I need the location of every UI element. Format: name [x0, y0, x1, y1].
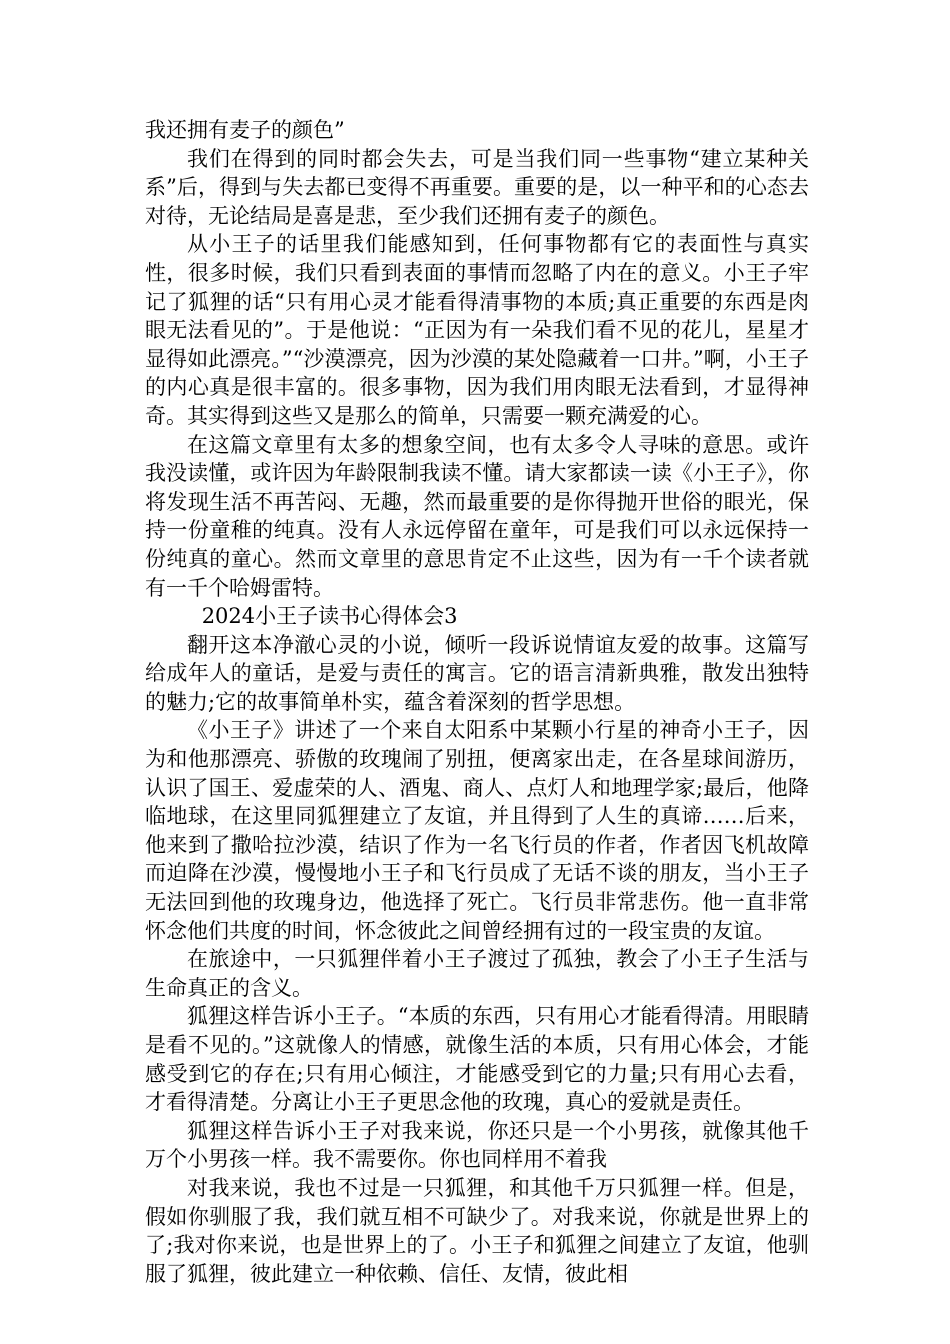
paragraph-continuation: 我还拥有麦子的颜色” [145, 118, 345, 142]
paragraph: 狐狸这样告诉小王子对我来说，你还只是一个小男孩，就像其他千万个小男孩一样。我不需要你。你也同样用不着我 [145, 1118, 809, 1172]
paragraph: 从小王子的话里我们能感知到，任何事物都有它的表面性与真实性，很多时候，我们只看到表面的事情而忽略了内在的意义。小王子牢记了狐狸的话“只有用心灵才能看得清事物的本质;真正重要的东西是肉眼无法看见的”。于是他说：“正因为有一朵我们看不见的花儿，星星才显得如此漂亮。”“沙漠漂亮，因为沙漠的某处隐藏着一口井。”啊，小王子的内心真是很丰富的。很多事物，因为我们用肉眼无法看到，才显得神奇。其实得到这些又是那么的简单，只需要一颗充满爱的心。 [145, 232, 809, 428]
section-heading: 2024小王子读书心得体会3 [201, 604, 458, 629]
paragraph: 翻开这本净澈心灵的小说，倾听一段诉说情谊友爱的故事。这篇写给成年人的童话，是爱与责任的寓言。它的语言清新典雅，散发出独特的魅力;它的故事简单朴实，蕴含着深刻的哲学思想。 [145, 632, 809, 714]
paragraph: 狐狸这样告诉小王子。“本质的东西，只有用心才能看得清。用眼睛是看不见的。”这就像人的情感，就像生活的本质，只有用心体会，才能感受到它的存在;只有用心倾注，才能感受到它的力量;只有用心去看，才看得清楚。分离让小王子更思念他的玫瑰，真心的爱就是责任。 [145, 1004, 809, 1115]
paragraph: 在旅途中，一只狐狸伴着小王子渡过了孤独，教会了小王子生活与生命真正的含义。 [145, 947, 809, 1000]
paragraph: 《小王子》讲述了一个来自太阳系中某颗小行星的神奇小王子，因为和他那漂亮、骄傲的玫瑰闹了别扭，便离家出走，在各星球间游历，认识了国王、爱虚荣的人、酒鬼、商人、点灯人和地理学家;最后，他降临地球，在这里同狐狸建立了友谊，并且得到了人生的真谛……后来，他来到了撒哈拉沙漠，结识了作为一名飞行员的作者，作者因飞机故障而迫降在沙漠，慢慢地小王子和飞行员成了无话不谈的朋友，当小王子无法回到他的玫瑰身边，他选择了死亡。飞行员非常悲伤。他一直非常怀念他们共度的时间，怀念彼此之间曾经拥有过的一段宝贵的友谊。 [145, 718, 809, 943]
paragraph: 我们在得到的同时都会失去，可是当我们同一些事物“建立某种关系”后，得到与失去都已变得不再重要。重要的是，以一种平和的心态去对待，无论结局是喜是悲，至少我们还拥有麦子的颜色。 [145, 146, 809, 228]
document-page [145, 116, 809, 1288]
paragraph: 对我来说，我也不过是一只狐狸，和其他千万只狐狸一样。但是，假如你驯服了我，我们就互相不可缺少了。对我来说，你就是世界上的了;我对你来说，也是世界上的了。小王子和狐狸之间建立了友谊，他驯服了狐狸，彼此建立一种依赖、信任、友情，彼此相 [145, 1175, 809, 1286]
paragraph: 在这篇文章里有太多的想象空间，也有太多令人寻味的意思。或许我没读懂，或许因为年龄限制我读不懂。请大家都读一读《小王子》，你将发现生活不再苦闷、无趣，然而最重要的是你得抛开世俗的眼光，保持一份童稚的纯真。没有人永远停留在童年，可是我们可以永远保持一份纯真的童心。然而文章里的意思肯定不止这些，因为有一千个读者就有一千个哈姆雷特。 [145, 432, 809, 600]
